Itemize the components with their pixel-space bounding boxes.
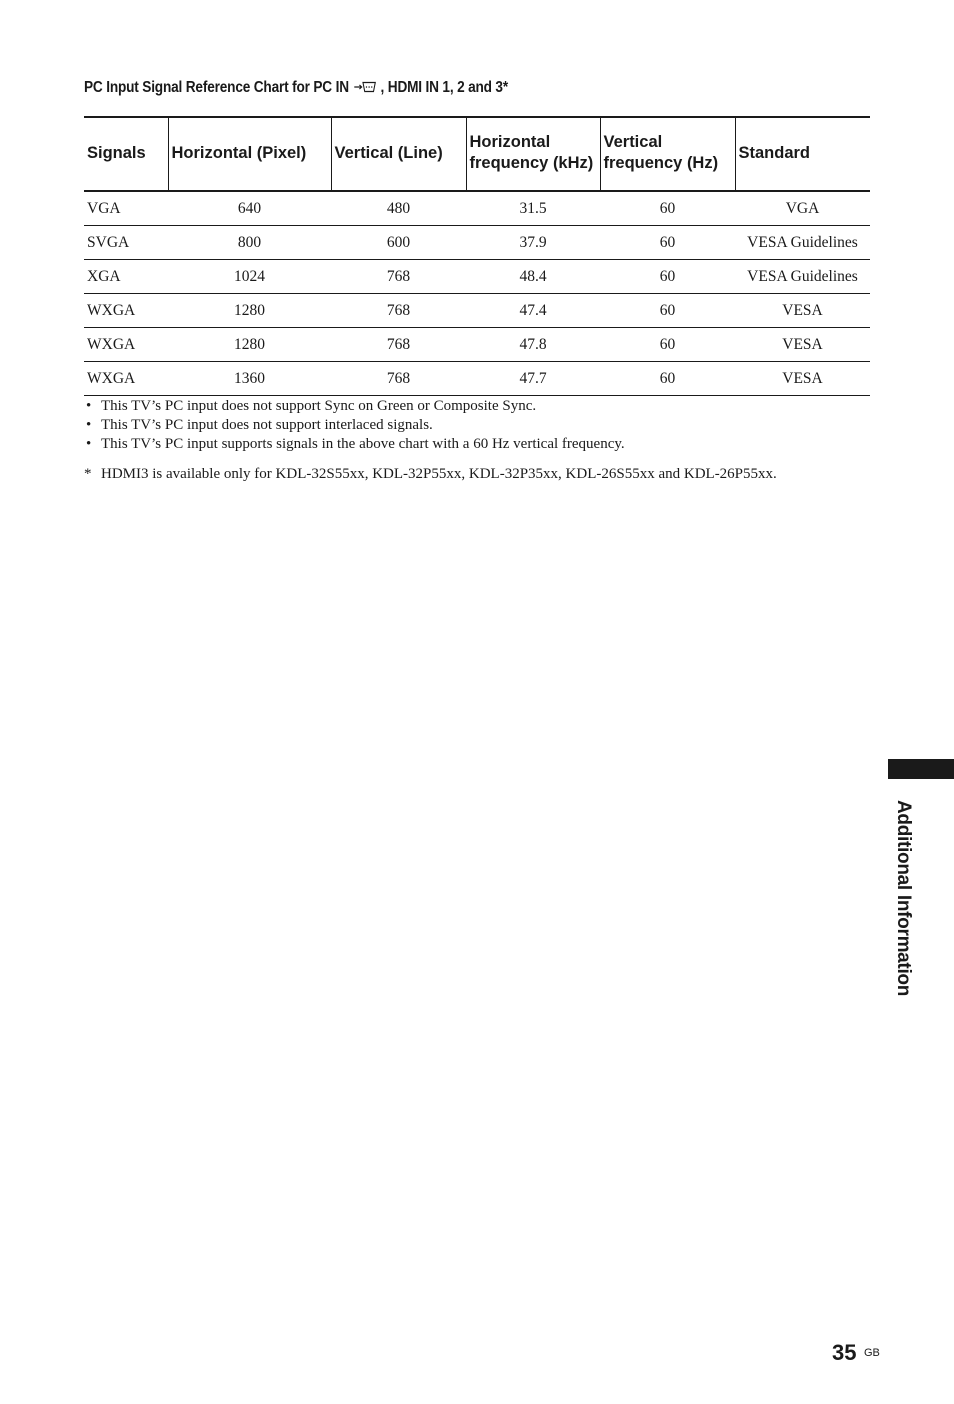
list-item <box>84 435 874 454</box>
cell-horizontal-frequency: 47.4 <box>466 294 600 328</box>
cell-vertical-line: 768 <box>331 328 466 362</box>
signal-reference-table <box>84 116 870 396</box>
header-vertical-frequency: Vertical frequency (Hz) <box>600 117 735 191</box>
header-horizontal-frequency: Horizontal frequency (kHz) <box>466 117 600 191</box>
section-title-suffix: , HDMI IN 1, 2 and 3* <box>380 79 508 96</box>
table-row <box>84 328 870 362</box>
bullet-icon: • <box>86 398 92 414</box>
table-row <box>84 260 870 294</box>
cell-horizontal-pixel: 1360 <box>168 362 331 396</box>
cell-vertical-frequency: 60 <box>600 328 735 362</box>
cell-vertical-frequency: 60 <box>600 362 735 396</box>
bullet-icon: • <box>86 436 92 452</box>
table-row <box>84 362 870 396</box>
header-horizontal-pixel: Horizontal (Pixel) <box>168 117 331 191</box>
cell-signal: WXGA <box>84 294 168 328</box>
cell-vertical-frequency: 60 <box>600 191 735 226</box>
note-text: This TV’s PC input supports signals in the above chart with a 60 Hz vertical frequency. <box>101 436 625 452</box>
note-text: This TV’s PC input does not support interlaced signals. <box>101 417 433 433</box>
cell-standard: VESA Guidelines <box>735 226 870 260</box>
page-language-code: GB <box>864 1347 880 1359</box>
cell-signal: WXGA <box>84 328 168 362</box>
footnote-mark: * <box>84 466 92 482</box>
cell-signal: SVGA <box>84 226 168 260</box>
section-tab-marker <box>888 759 954 779</box>
list-item <box>84 397 874 416</box>
header-vertical-line: Vertical (Line) <box>331 117 466 191</box>
header-standard: Standard <box>735 117 870 191</box>
cell-vertical-frequency: 60 <box>600 294 735 328</box>
cell-vertical-line: 600 <box>331 226 466 260</box>
bullet-icon: • <box>86 417 92 433</box>
cell-vertical-line: 768 <box>331 260 466 294</box>
footnote <box>84 466 777 483</box>
cell-standard: VESA <box>735 294 870 328</box>
cell-horizontal-frequency: 31.5 <box>466 191 600 226</box>
cell-horizontal-pixel: 1280 <box>168 328 331 362</box>
cell-standard: VESA <box>735 362 870 396</box>
side-section-label-text: Additional Information <box>893 800 914 997</box>
cell-vertical-line: 480 <box>331 191 466 226</box>
cell-signal: VGA <box>84 191 168 226</box>
cell-signal: WXGA <box>84 362 168 396</box>
cell-standard: VESA <box>735 328 870 362</box>
cell-horizontal-frequency: 47.8 <box>466 328 600 362</box>
cell-standard: VGA <box>735 191 870 226</box>
cell-horizontal-pixel: 1024 <box>168 260 331 294</box>
cell-standard: VESA Guidelines <box>735 260 870 294</box>
cell-horizontal-frequency: 37.9 <box>466 226 600 260</box>
page-number: 35 <box>832 1340 857 1365</box>
table-header-row <box>84 117 870 191</box>
table-row <box>84 294 870 328</box>
notes-list <box>84 397 874 454</box>
table-row <box>84 191 870 226</box>
cell-vertical-line: 768 <box>331 362 466 396</box>
table-row <box>84 226 870 260</box>
list-item <box>84 416 874 435</box>
side-section-label <box>878 800 918 1000</box>
section-title <box>84 79 508 97</box>
cell-horizontal-frequency: 48.4 <box>466 260 600 294</box>
cell-horizontal-frequency: 47.7 <box>466 362 600 396</box>
cell-horizontal-pixel: 1280 <box>168 294 331 328</box>
cell-vertical-frequency: 60 <box>600 226 735 260</box>
header-signals: Signals <box>84 117 168 191</box>
cell-horizontal-pixel: 800 <box>168 226 331 260</box>
cell-vertical-line: 768 <box>331 294 466 328</box>
pc-input-icon <box>354 80 377 94</box>
cell-signal: XGA <box>84 260 168 294</box>
cell-horizontal-pixel: 640 <box>168 191 331 226</box>
note-text: This TV’s PC input does not support Sync on Green or Composite Sync. <box>101 398 537 414</box>
footnote-text: HDMI3 is available only for KDL-32S55xx, KDL-32P55xx, KDL-32P35xx, KDL-26S55xx and KDL-26P55xx. <box>101 466 777 482</box>
section-title-text: PC Input Signal Reference Chart for PC IN <box>84 79 349 96</box>
cell-vertical-frequency: 60 <box>600 260 735 294</box>
